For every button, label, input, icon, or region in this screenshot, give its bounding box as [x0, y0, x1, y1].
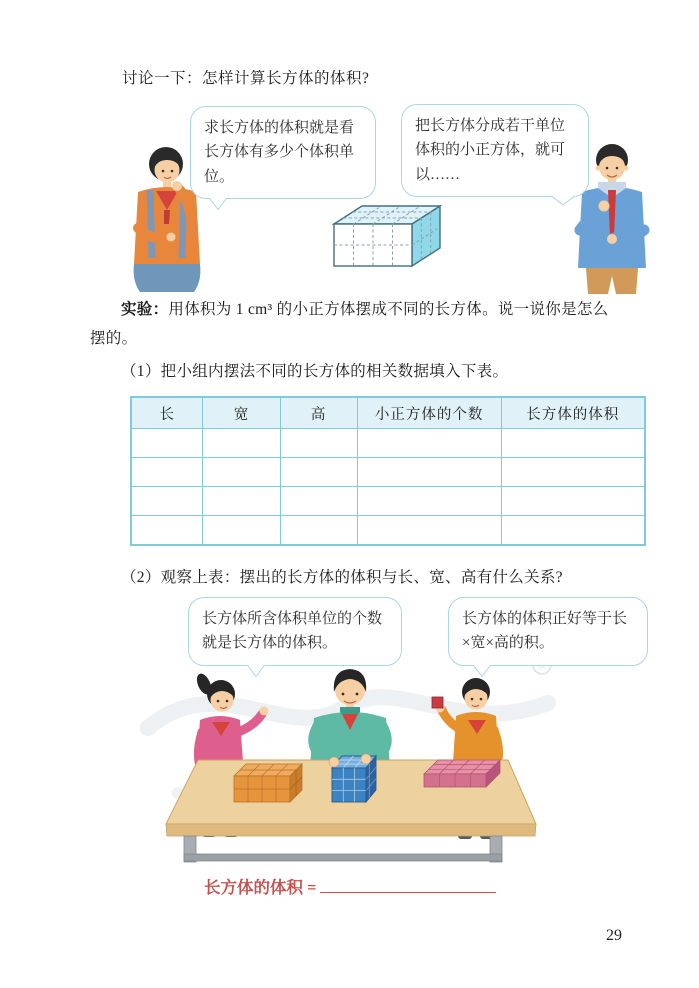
- experiment-item1: （1）把小组内摆法不同的长方体的相关数据填入下表。: [121, 363, 509, 380]
- experiment-intro: [90, 296, 617, 353]
- man-hand: [599, 201, 610, 212]
- orange-blocks: [234, 764, 302, 802]
- boy-eye: [342, 693, 345, 696]
- empty-cell: [357, 458, 501, 487]
- empty-cell: [131, 458, 203, 487]
- empty-cell: [280, 429, 357, 458]
- woman-eye: [162, 170, 165, 173]
- children-building-blocks-illustration: [138, 648, 562, 876]
- page-number: 29: [606, 927, 622, 944]
- man-eye: [616, 167, 619, 170]
- empty-cell: [501, 458, 645, 487]
- col-header-length: 长: [131, 397, 203, 429]
- boy-eye: [356, 693, 359, 696]
- boy-hand: [329, 757, 339, 767]
- girl-right-eye: [471, 698, 474, 701]
- girl-left-eye: [217, 700, 220, 703]
- woman-suspender: [150, 190, 152, 258]
- man-ear: [624, 166, 629, 171]
- empty-cell: [131, 487, 203, 516]
- empty-cell: [280, 516, 357, 546]
- empty-cell: [203, 487, 280, 516]
- speech-bubble-woman: [190, 106, 376, 199]
- speech-text: 把长方体分成若干单位体积的小正方体，就可以……: [415, 118, 566, 183]
- woman-skirt: [134, 264, 201, 292]
- unit-cube-cuboid-diagram: [328, 196, 444, 272]
- man-ear: [596, 166, 601, 171]
- man-pants: [586, 268, 638, 294]
- boy-middle: [310, 669, 390, 766]
- small-red-cube: [432, 697, 443, 708]
- empty-cell: [203, 458, 280, 487]
- col-header-cube-count: 小正方体的个数: [357, 397, 501, 429]
- experiment-item2: （2）观察上表：摆出的长方体的体积与长、宽、高有什么关系?: [121, 569, 563, 586]
- empty-cell: [203, 516, 280, 546]
- table-empty-row: [131, 429, 645, 458]
- formula-label: 长方体的体积 =: [204, 878, 317, 897]
- table-empty-row: [131, 487, 645, 516]
- girl-left-eye: [226, 700, 229, 703]
- col-header-volume: 长方体的体积: [501, 397, 645, 429]
- empty-cell: [501, 516, 645, 546]
- data-table: [130, 396, 646, 546]
- answer-blank: [320, 876, 496, 894]
- col-header-height: 高: [280, 397, 357, 429]
- empty-cell: [280, 458, 357, 487]
- speech-text: 长方体所含体积单位的个数就是长方体的体积。: [202, 611, 383, 652]
- discussion-title: 讨论一下：怎样计算长方体的体积?: [122, 70, 370, 87]
- woman-eye: [171, 170, 174, 173]
- table-apron: [166, 824, 536, 836]
- conclusion-formula: [204, 874, 496, 898]
- man-eye: [606, 167, 609, 170]
- speech-bubble-girl-right: [448, 597, 648, 666]
- speech-bubble-girl-left: [188, 597, 402, 666]
- data-table-body: [131, 429, 645, 546]
- speech-text: 长方体的体积正好等于长×宽×高的积。: [462, 611, 628, 652]
- experiment-label: 实验：: [121, 301, 169, 318]
- empty-cell: [131, 429, 203, 458]
- girl-left-raised-arm: [238, 714, 262, 732]
- girl-left-hand: [260, 707, 269, 716]
- woman-hand: [167, 233, 176, 242]
- woman-neck: [163, 180, 171, 188]
- empty-cell: [280, 487, 357, 516]
- table-empty-row: [131, 516, 645, 546]
- empty-cell: [357, 516, 501, 546]
- man-hand: [607, 234, 617, 244]
- table-crossbar: [184, 854, 502, 861]
- table-header-row: [131, 397, 645, 429]
- woman-scarf-tail: [164, 210, 170, 224]
- empty-cell: [357, 487, 501, 516]
- col-header-width: 宽: [203, 397, 280, 429]
- empty-cell: [501, 487, 645, 516]
- girl-right-eye: [480, 698, 483, 701]
- pink-blocks: [424, 760, 500, 787]
- data-table-head: [131, 397, 645, 429]
- boy-hand: [361, 754, 371, 764]
- woman-hand: [172, 181, 182, 191]
- table-empty-row: [131, 458, 645, 487]
- empty-cell: [203, 429, 280, 458]
- speech-text: 求长方体的体积就是看长方体有多少个体积单位。: [204, 120, 355, 185]
- speech-bubble-man: [401, 104, 589, 197]
- empty-cell: [357, 429, 501, 458]
- experiment-body: 用体积为 1 cm³ 的小正方体摆成不同的长方体。说一说你是怎么摆的。: [90, 301, 609, 347]
- empty-cell: [131, 516, 203, 546]
- empty-cell: [501, 429, 645, 458]
